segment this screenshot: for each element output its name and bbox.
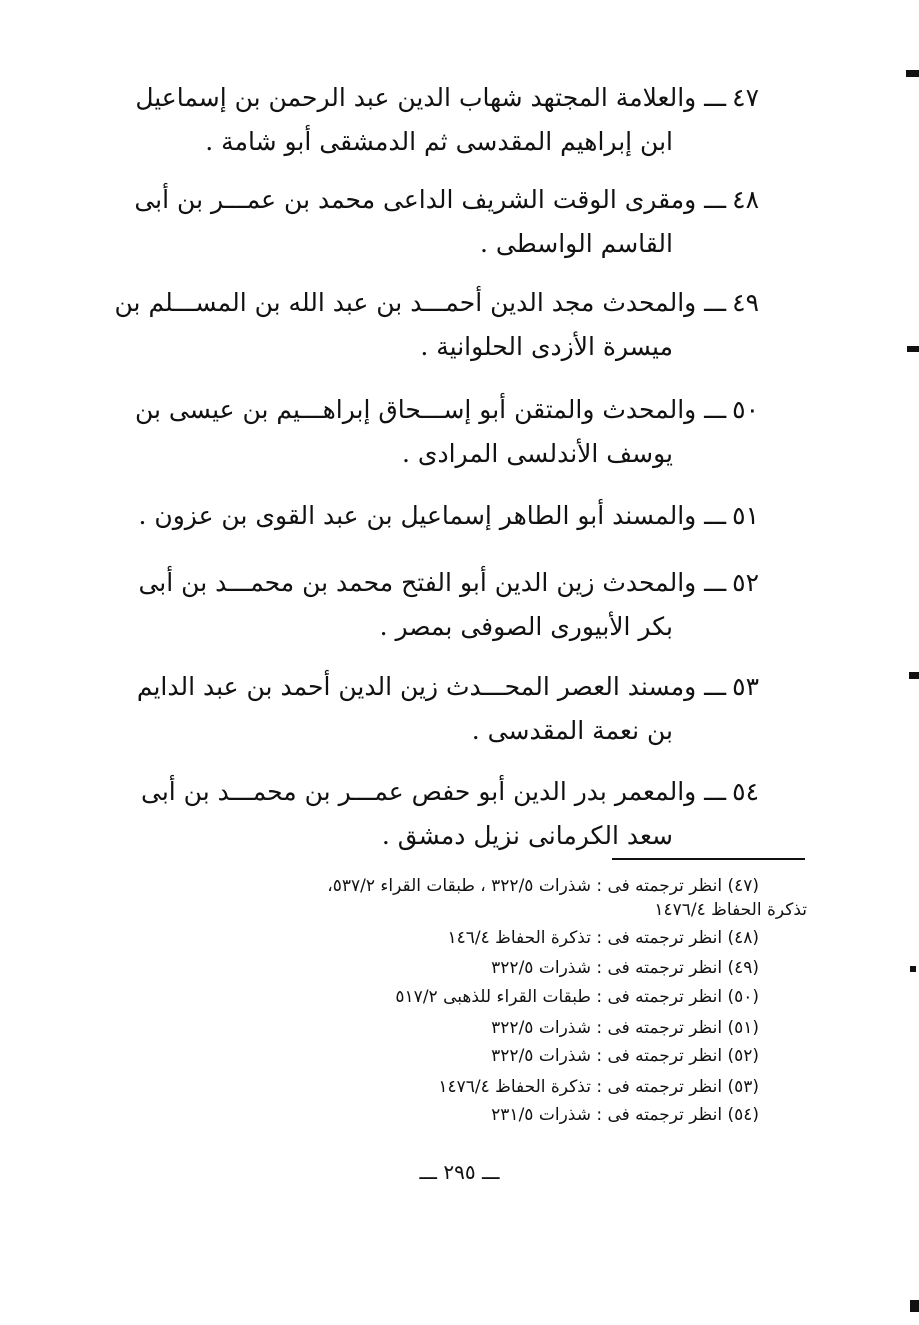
- entry-continuation: القاسم الواسطى .: [480, 229, 673, 258]
- entry-number: ٥٤: [732, 777, 759, 806]
- entry-47: [135, 76, 759, 164]
- entry-text: ـــ والمحدث زين الدين أبو الفتح محمد بن محمـــد بن أبى: [138, 568, 727, 597]
- entry-48: [134, 178, 759, 266]
- entry-number: ٥٠: [732, 395, 759, 424]
- entry-text: ـــ ومسند العصر المحـــدث زين الدين أحمد بن عبد الدايم: [136, 672, 727, 701]
- footnote-49: (٤٩) انظر ترجمته فى : شذرات ٣٢٢/٥: [491, 958, 759, 978]
- entry-text: ـــ والمحدث والمتقن أبو إســـحاق إبراهـــيم بن عيسى بن: [135, 395, 727, 424]
- entry-text: ـــ ومقرى الوقت الشريف الداعى محمد بن عمـــر بن أبى: [134, 185, 727, 214]
- entry-text: ـــ والمعمر بدر الدين أبو حفص عمـــر بن محمـــد بن أبى: [140, 777, 727, 806]
- entry-continuation: بن نعمة المقدسى .: [471, 716, 673, 745]
- footnote-47: (٤٧) انظر ترجمته فى : شذرات ٣٢٢/٥ ، طبقات القراء ٥٣٧/٢،: [327, 876, 759, 896]
- entry-51: [138, 494, 759, 538]
- entry-line: [135, 388, 759, 432]
- entry-line: [140, 770, 759, 814]
- entry-line: [114, 281, 759, 325]
- entry-53: [136, 665, 759, 753]
- footnote-47-continuation: تذكرة الحفاظ ١٤٧٦/٤: [654, 900, 807, 920]
- footnote-52: (٥٢) انظر ترجمته فى : شذرات ٣٢٢/٥: [491, 1046, 759, 1066]
- scan-mark: [910, 1300, 919, 1312]
- entry-continuation: يوسف الأندلسى المرادى .: [402, 439, 673, 468]
- scan-mark: [909, 672, 919, 679]
- entry-50: [135, 388, 759, 476]
- entry-continuation: سعد الكرمانى نزيل دمشق .: [381, 821, 673, 850]
- entry-continuation: بكر الأبيورى الصوفى بمصر .: [379, 612, 673, 641]
- entry-continuation: ابن إبراهيم المقدسى ثم الدمشقى أبو شامة .: [205, 127, 673, 156]
- entry-number: ٥٢: [732, 568, 759, 597]
- entry-52: [138, 561, 759, 649]
- footnote-48: (٤٨) انظر ترجمته فى : تذكرة الحفاظ ١٤٦/٤: [447, 928, 759, 948]
- entry-text: ـــ والمسند أبو الطاهر إسماعيل بن عبد القوى بن عزون .: [138, 501, 727, 530]
- entry-number: ٥٣: [732, 672, 759, 701]
- entry-text: ـــ والعلامة المجتهد شهاب الدين عبد الرحمن بن إسماعيل: [135, 83, 727, 112]
- footnote-rule: [612, 858, 805, 860]
- entry-continuation: ميسرة الأزدى الحلوانية .: [420, 332, 673, 361]
- entry-line: [138, 561, 759, 605]
- scan-mark: [910, 966, 916, 972]
- entry-number: ٤٩: [732, 288, 759, 317]
- scan-mark: [907, 346, 919, 352]
- entry-line: [138, 494, 759, 538]
- footnote-50: (٥٠) انظر ترجمته فى : طبقات القراء للذهبى ٥١٧/٢: [395, 987, 759, 1007]
- entry-54: [140, 770, 759, 858]
- entry-text: ـــ والمحدث مجد الدين أحمـــد بن عبد الله بن المســـلم بن: [114, 288, 727, 317]
- entry-number: ٤٧: [732, 83, 759, 112]
- entry-line: [136, 665, 759, 709]
- footnote-54: (٥٤) انظر ترجمته فى : شذرات ٢٣١/٥: [491, 1105, 759, 1125]
- scan-mark: [906, 70, 919, 77]
- entry-line: [134, 178, 759, 222]
- entry-number: ٤٨: [732, 185, 759, 214]
- footnote-53: (٥٣) انظر ترجمته فى : تذكرة الحفاظ ١٤٧٦/٤: [438, 1077, 759, 1097]
- page-number: ـــ ٢٩٥ ـــ: [419, 1160, 500, 1184]
- footnote-51: (٥١) انظر ترجمته فى : شذرات ٣٢٢/٥: [491, 1018, 759, 1038]
- entry-49: [114, 281, 759, 369]
- entry-line: [135, 76, 759, 120]
- entry-number: ٥١: [732, 501, 759, 530]
